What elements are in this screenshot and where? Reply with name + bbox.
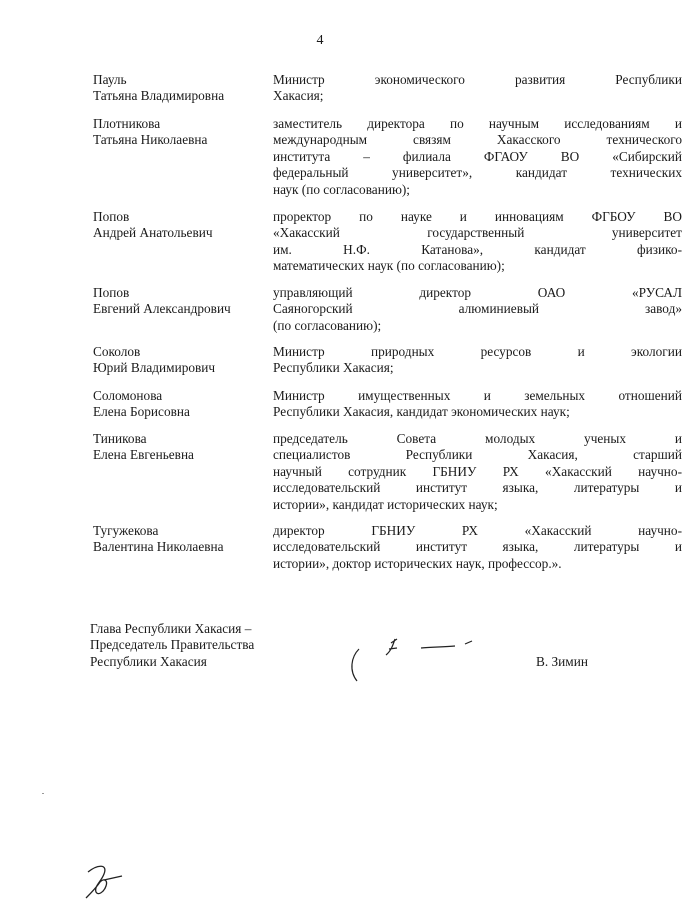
member-position — [273, 72, 682, 105]
member-given-name: Елена Евгеньевна — [93, 447, 194, 463]
member-position — [273, 209, 682, 275]
position-line: научный сотрудник ГБНИУ РХ «Хакасский научно- — [273, 463, 682, 479]
handwritten-initials — [84, 862, 130, 900]
position-line: им. Н.Ф. Катанова», кандидат физико- — [273, 241, 682, 257]
member-surname: Плотникова — [93, 116, 161, 131]
member-given-name: Татьяна Владимировна — [93, 88, 225, 104]
position-line: математических наук (по согласованию); — [273, 258, 505, 274]
member-position — [273, 388, 682, 421]
member-given-name: Елена Борисовна — [93, 404, 190, 420]
member-given-name: Юрий Владимирович — [93, 360, 216, 376]
position-line: Республики Хакасия, кандидат экономических наук; — [273, 404, 570, 420]
member-given-name: Евгений Александрович — [93, 301, 231, 317]
member-entry — [93, 388, 682, 421]
position-line: «Хакасский государственный университет — [273, 225, 682, 241]
handwritten-signature — [345, 635, 485, 685]
position-line: федеральный университет», кандидат технических — [273, 165, 682, 181]
position-line: директор ГБНИУ РХ «Хакасский научно- — [273, 523, 682, 538]
member-position — [273, 523, 682, 572]
member-entry — [93, 116, 682, 198]
position-line: Хакасия; — [273, 88, 324, 104]
member-position — [273, 431, 682, 513]
position-line: Республики Хакасия; — [273, 360, 394, 376]
member-position — [273, 285, 682, 334]
member-name — [93, 285, 268, 318]
position-line: проректор по науке и инновациям ФГБОУ ВО — [273, 209, 682, 224]
member-surname: Соколов — [93, 344, 141, 359]
member-entry — [93, 523, 682, 572]
member-surname: Соломонова — [93, 388, 163, 403]
member-name — [93, 523, 268, 556]
position-line: наук (по согласованию); — [273, 181, 411, 197]
position-line: истории», кандидат исторических наук; — [273, 496, 498, 512]
member-surname: Попов — [93, 285, 130, 300]
member-name — [93, 209, 268, 242]
position-line: института – филиала ФГАОУ ВО «Сибирский — [273, 148, 682, 164]
position-line: исследовательский институт языка, литературы и — [273, 480, 682, 496]
member-name — [93, 388, 268, 421]
position-line: управляющий директор ОАО «РУСАЛ — [273, 285, 682, 300]
member-surname: Тиникова — [93, 431, 147, 446]
position-line: заместитель директора по научным исследованиям и — [273, 116, 682, 131]
signatory-position-line: Глава Республики Хакасия – — [90, 621, 252, 636]
member-name — [93, 344, 268, 377]
member-name — [93, 72, 268, 105]
position-line: истории», доктор исторических наук, профессор.». — [273, 555, 562, 571]
member-entry — [93, 209, 682, 275]
position-line: исследовательский институт языка, литературы и — [273, 539, 682, 555]
member-surname: Пауль — [93, 72, 127, 87]
position-line: специалистов Республики Хакасия, старший — [273, 447, 682, 463]
member-entry — [93, 72, 682, 105]
signatory-position-line: Республики Хакасия — [90, 653, 207, 669]
page-number: 4 — [316, 33, 324, 48]
position-line: (по согласованию); — [273, 317, 382, 333]
position-line: Саяногорский алюминиевый завод» — [273, 301, 682, 317]
member-given-name: Валентина Николаевна — [93, 539, 224, 555]
position-line: Министр экономического развития Республики — [273, 72, 682, 87]
signatory-name: В. Зимин — [536, 654, 588, 669]
member-given-name: Татьяна Николаевна — [93, 132, 208, 148]
member-position — [273, 344, 682, 377]
member-name — [93, 116, 268, 149]
member-entry — [93, 344, 682, 377]
position-line: Министр природных ресурсов и экологии — [273, 344, 682, 359]
member-entry — [93, 285, 682, 334]
position-line: международным связям Хакасского технического — [273, 132, 682, 148]
position-line: Министр имущественных и земельных отношений — [273, 388, 682, 403]
member-name — [93, 431, 268, 464]
scan-artifact — [42, 793, 44, 794]
signatory-position-line: Председатель Правительства — [90, 637, 255, 653]
member-position — [273, 116, 682, 198]
position-line: председатель Совета молодых ученых и — [273, 431, 682, 446]
member-surname: Попов — [93, 209, 130, 224]
member-entry — [93, 431, 682, 513]
member-given-name: Андрей Анатольевич — [93, 225, 213, 241]
signatory-position — [90, 621, 254, 670]
member-surname: Тугужекова — [93, 523, 159, 538]
